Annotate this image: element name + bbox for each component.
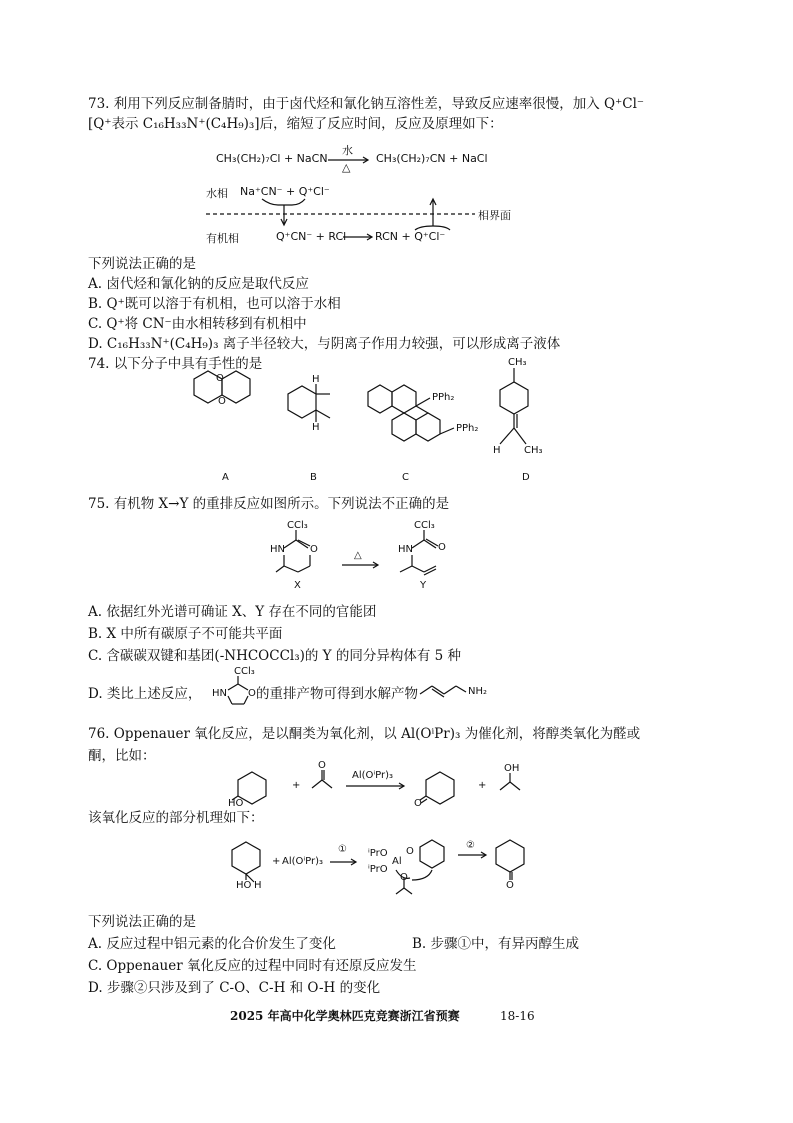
q73-option-d: D. C₁₆H₃₃N⁺(C₄H₉)₃ 离子半径较大，与阴离子作用力较强，可以形成离子液体 — [88, 336, 561, 352]
q76-prompt: 下列说法正确的是 — [88, 914, 196, 930]
q75-x-o: O — [310, 544, 318, 555]
q73-aqueous-phase-label: 水相 — [206, 187, 228, 200]
q74-d-ch3-top: CH₃ — [508, 357, 527, 368]
q74-a-oxygen-top: O — [216, 373, 224, 384]
q76-option-a: A. 反应过程中铝元素的化合价发生了变化 — [88, 936, 336, 952]
q76-mech-ho: HO — [236, 880, 252, 891]
q75-option-c: C. 含碳碳双键和基团(-NHCOCCl₃)的 Y 的同分异构体有 5 种 — [88, 648, 462, 664]
q73-stem-line2: [Q⁺表示 C₁₆H₃₃N⁺(C₄H₉)₃]后，缩短了反应时间，反应及原理如下： — [88, 116, 503, 132]
q74-b-h-top: H — [312, 374, 320, 385]
q73-option-c: C. Q⁺将 CN⁻由水相转移到有机相中 — [88, 316, 307, 332]
q76-isopropanol-oh: OH — [504, 763, 520, 774]
q76-mech-product-o: O — [506, 880, 514, 891]
q75-stem: 75. 有机物 X→Y 的重排反应如图所示。下列说法不正确的是 — [88, 496, 450, 512]
q74-label-c: C — [402, 472, 409, 483]
q75-y-o: O — [438, 542, 446, 553]
q76-mech-o-acetone: O — [400, 872, 408, 883]
q75-option-a: A. 依据红外光谱可确证 X、Y 存在不同的官能团 — [88, 604, 377, 620]
q74-d-ch3-bottom: CH₃ — [524, 445, 543, 456]
q73-organic-phase-label: 有机相 — [206, 232, 239, 245]
q75-label-y: Y — [420, 580, 427, 591]
q75-y-hn: HN — [398, 544, 413, 555]
q73-interface-label: 相界面 — [478, 209, 511, 222]
q73-equation-condition-water: 水 — [342, 144, 353, 157]
q76-option-c: C. Oppenauer 氧化反应的过程中同时有还原反应发生 — [88, 958, 417, 974]
q73-equation-right: CH₃(CH₂)₇CN + NaCl — [376, 152, 488, 165]
q75-option-d-nh2: NH₂ — [468, 686, 488, 697]
footer-page-number: 18-16 — [500, 1009, 535, 1023]
q75-delta: △ — [354, 550, 362, 561]
q76-stem-line1: 76. Oppenauer 氧化反应，是以酮类为氧化剂，以 Al(OⁱPr)₃ 为催化剂，将醇类氧化为醛或 — [88, 726, 641, 742]
q76-cyclohexanol-ho: HO — [228, 798, 244, 809]
q76-mech-plus: + — [272, 856, 281, 867]
q74-label-a: A — [222, 472, 229, 483]
q75-label-x: X — [294, 580, 301, 591]
q75-option-d-o: O — [248, 688, 256, 699]
q74-a-oxygen-bottom: O — [218, 396, 226, 407]
q73-prompt: 下列说法正确的是 — [88, 256, 196, 272]
q74-d-h: H — [493, 445, 501, 456]
q76-mech-catalyst: Al(OⁱPr)₃ — [282, 856, 324, 867]
q76-plus-2: + — [478, 780, 487, 791]
q73-option-b: B. Q⁺既可以溶于有机相，也可以溶于水相 — [88, 296, 341, 312]
q76-acetone-o: O — [318, 760, 326, 771]
q74-c-pph2-top: PPh₂ — [432, 392, 455, 403]
q76-plus-1: + — [292, 780, 301, 791]
q76-catalyst: Al(OⁱPr)₃ — [352, 770, 394, 781]
q76-ipro-bottom: ⁱPrO — [368, 864, 388, 875]
q74-label-d: D — [522, 472, 530, 483]
q76-step2-marker: ② — [466, 840, 475, 851]
q73-option-a: A. 卤代烃和氰化钠的反应是取代反应 — [88, 276, 309, 292]
q74-c-pph2-bottom: PPh₂ — [456, 423, 479, 434]
q76-mech-o-bridge: O — [406, 846, 414, 857]
q73-organic-left: Q⁺CN⁻ + RCl — [276, 230, 347, 243]
q74-label-b: B — [310, 472, 317, 483]
q76-mech-h: H — [254, 880, 262, 891]
q73-stem-line1: 73. 利用下列反应制备腈时，由于卤代烃和氰化钠互溶性差，导致反应速率很慢，加入 Q⁺Cl⁻ — [88, 96, 645, 112]
q75-option-b: B. X 中所有碳原子不可能共平面 — [88, 626, 283, 642]
q76-mechanism-intro: 该氧化反应的部分机理如下： — [88, 810, 264, 826]
q76-ipro-top: ⁱPrO — [368, 848, 388, 859]
q73-aqueous-species: Na⁺CN⁻ + Q⁺Cl⁻ — [240, 185, 330, 198]
q76-option-b: B. 步骤①中，有异丙醇生成 — [412, 936, 580, 952]
footer-title: 2025 年高中化学奥林匹克竞赛浙江省预赛 — [230, 1009, 460, 1023]
q76-aluminum: Al — [392, 856, 402, 867]
q76-cyclohexanone-o: O — [414, 798, 422, 809]
q75-x-hn: HN — [270, 544, 285, 555]
q75-option-d-ccl3: CCl₃ — [234, 666, 255, 677]
q75-option-d-hn: HN — [212, 688, 227, 699]
q73-equation-left: CH₃(CH₂)₇Cl + NaCN — [216, 152, 328, 165]
q75-y-ccl3: CCl₃ — [414, 520, 435, 531]
q75-option-d-part1: D. 类比上述反应， — [88, 686, 202, 702]
q75-option-d-part2: 的重排产物可得到水解产物 — [256, 686, 418, 702]
q73-equation-condition-heat: △ — [342, 161, 351, 174]
q74-stem: 74. 以下分子中具有手性的是 — [88, 356, 263, 372]
q75-x-ccl3: CCl₃ — [287, 520, 308, 531]
q76-stem-line2: 酮，比如： — [88, 748, 156, 764]
q76-step1-marker: ① — [338, 844, 347, 855]
q74-b-h-bottom: H — [312, 422, 320, 433]
q73-organic-right: RCN + Q⁺Cl⁻ — [375, 230, 446, 243]
q76-option-d: D. 步骤②只涉及到了 C-O、C-H 和 O-H 的变化 — [88, 980, 381, 996]
